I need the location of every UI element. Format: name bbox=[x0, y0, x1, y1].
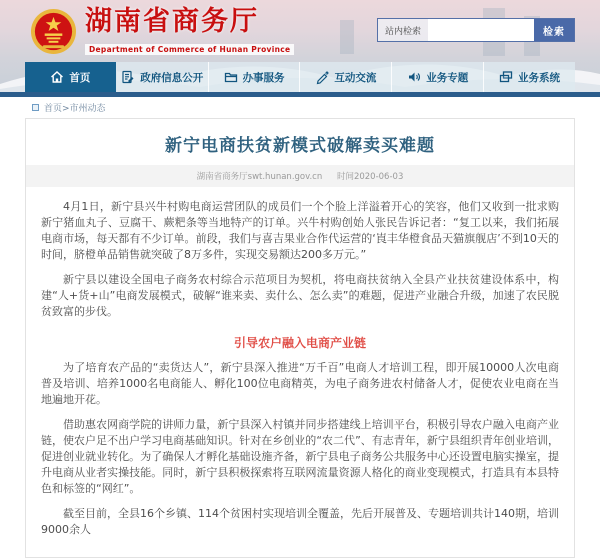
nav-item-gov-info[interactable] bbox=[117, 62, 209, 92]
megaphone-icon bbox=[407, 70, 421, 84]
article-title: 新宁电商扶贫新模式破解卖买难题 bbox=[165, 136, 435, 156]
article-paragraph: 4月1日，新宁县兴牛村购电商运营团队的成员们一个个脸上洋溢着开心的笑容，他们又收到一批求购新宁猪血丸子、豆腐干、蕨粑条等当地特产的订单。兴牛村购创始人张民告诉记者：“复工以来，我们拓展电商市场，每天都有不少订单。前段，我们与喜吉果业合作代运营的‘崀丰华橙食品天猫旗舰店’不到10天的时间，脐橙单品销售就突破了8万多件，实现交易额达200多万元。” bbox=[41, 200, 559, 261]
nav-item-systems[interactable] bbox=[484, 62, 575, 92]
article-source: 湖南省商务厅swt.hunan.gov.cn bbox=[196, 172, 323, 182]
breadcrumb-path[interactable]: 首页>市州动态 bbox=[44, 103, 106, 114]
banner bbox=[0, 0, 600, 97]
nav-label: 业务系统 bbox=[518, 71, 561, 84]
nav-label: 业务专题 bbox=[426, 71, 469, 84]
folder-icon bbox=[224, 70, 238, 84]
site-title-english: Department of Commerce of Hunan Province bbox=[85, 44, 294, 55]
breadcrumb-square-icon bbox=[32, 104, 39, 111]
article-card bbox=[25, 118, 575, 558]
nav-label: 首页 bbox=[69, 71, 91, 84]
article-meta bbox=[26, 165, 574, 187]
nav-item-topics[interactable] bbox=[392, 62, 484, 92]
article-paragraph: 截至目前，全县16个乡镇、114个贫困村实现培训全覆盖，先后开展普及、专题培训共计140期，培训9000余人 bbox=[41, 507, 559, 536]
article-time: 时间2020-06-03 bbox=[336, 172, 404, 182]
article-paragraph: 新宁县以建设全国电子商务农村综合示范项目为契机，将电商扶贫纳入全县产业扶贫建设体系中，构建“人+货+山”电商发展模式，破解“谁来卖、卖什么、怎么卖”的难题，促进产业融合升级，加速了农民脱贫致富的步伐。 bbox=[41, 273, 559, 318]
breadcrumb bbox=[0, 97, 600, 117]
article-body bbox=[26, 187, 574, 557]
pen-icon bbox=[315, 70, 329, 84]
main-nav bbox=[25, 62, 575, 92]
nav-underline bbox=[0, 92, 600, 97]
site-search bbox=[377, 18, 575, 42]
nav-label: 办事服务 bbox=[242, 71, 285, 84]
search-label: 站内检索 bbox=[378, 19, 428, 41]
document-icon bbox=[121, 70, 135, 84]
article-paragraph: 为了培育农产品的“卖货达人”，新宁县深入推进“万千百”电商人才培训工程，即开展10000人次电商普及培训、培养1000名电商能人、孵化100位电商精英，为电子商务进农村储备人才，促使农业电商在当地遍地开花。 bbox=[41, 361, 559, 406]
windows-icon bbox=[499, 70, 513, 84]
national-emblem-icon bbox=[30, 8, 77, 55]
nav-item-interaction[interactable] bbox=[300, 62, 392, 92]
article-paragraph: 借助惠农网商学院的讲师力量，新宁县深入村镇并同步搭建线上培训平台，积极引导农户融入电商产业链，使农户足不出户学习电商基础知识。针对在乡创业的“农二代”、有志青年，新宁县组织青年创业培训，促进创业就业转化。为了确保人才孵化基础设施齐备，新宁县电子商务公共服务中心还设置电脑实操室，提升电商从业者实操技能。同时，新宁县积极探索将互联网流量资源人格化的商业变现模式，打造具有本县特色和标签的“网红”。 bbox=[41, 418, 559, 495]
home-icon bbox=[50, 70, 64, 84]
nav-item-services[interactable] bbox=[209, 62, 301, 92]
search-button[interactable]: 检索 bbox=[534, 19, 574, 41]
site-logo[interactable] bbox=[30, 7, 294, 56]
nav-item-home[interactable] bbox=[25, 62, 117, 92]
site-title: 湖南省商务厅 bbox=[85, 6, 259, 37]
section-heading: 引导农户融入电商产业链 bbox=[233, 336, 366, 350]
search-input[interactable] bbox=[428, 19, 534, 41]
nav-label: 政府信息公开 bbox=[140, 71, 204, 84]
nav-label: 互动交流 bbox=[334, 71, 377, 84]
